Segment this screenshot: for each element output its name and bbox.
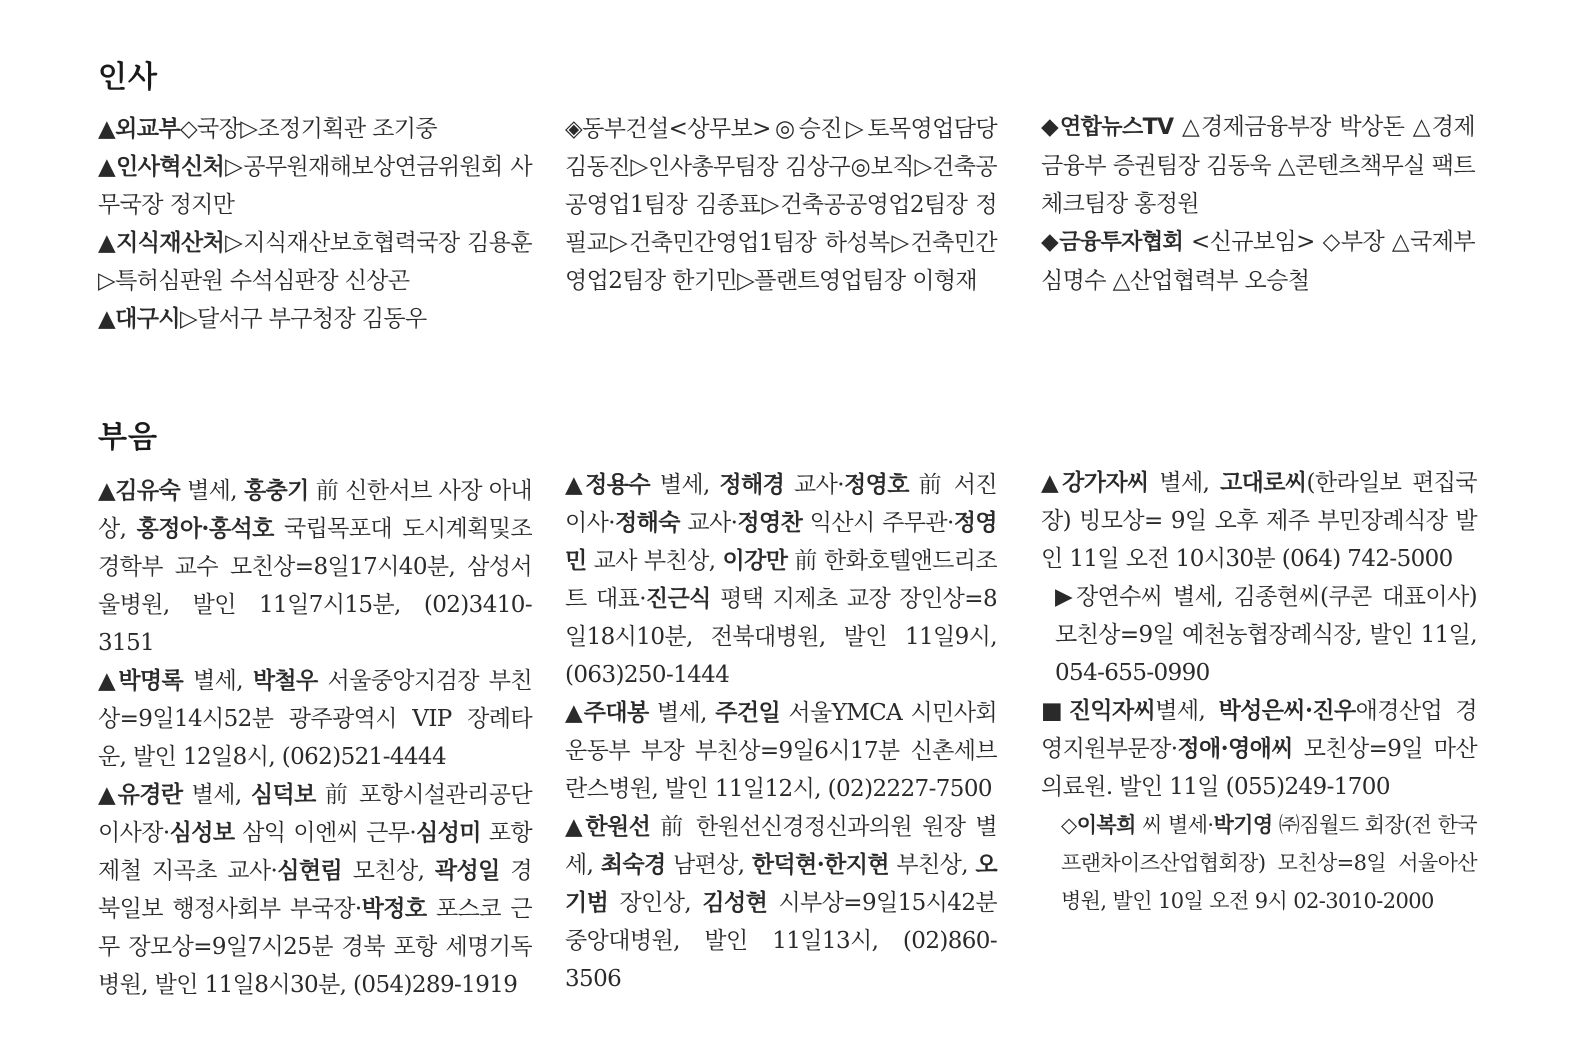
insa-entry: ◆금융투자협회 <신규보임> ◇부장 △국제부 심명수 △산업협력부 오승철 [1041,228,1475,294]
insa-entry: ▲인사혁신처▷공무원재해보상연금위원회 사무국장 정지만 [98,153,532,218]
section-title-insa: 인사 [98,60,158,95]
bueum-column-2 [565,466,997,998]
insa-column-1 [98,110,532,338]
obituary-entry: ▲김유숙 별세, 홍충기 前 신한서브 사장 아내상, 홍정아·홍석호 국립목포대 도시계획및조경학부 교수 모친상=8일17시40분, 삼성서울병원, 발인 11일7시15분, (02)3410-3151 [98,477,532,656]
insa-entry: ▲대구시▷달서구 부구청장 김동우 [98,305,427,332]
bueum-column-3 [1041,464,1477,920]
obituary-entry: ▲박명록 별세, 박철우 서울중앙지검장 부친상=9일14시52분 광주광역시 VIP 장례타운, 발인 12일8시, (062)521-4444 [98,667,532,770]
obituary-entry: ▲한원선 前 한원선신경정신과의원 원장 별세, 최숙경 남편상, 한덕현·한지현 부친상, 오기범 장인상, 김성현 시부상=9일15시42분 중앙대병원, 발인 11일13시, (02)860-3506 [565,813,997,992]
obituary-entry: ▲정용수 별세, 정해경 교사·정영호 前 서진이사·정해숙 교사·정영찬 익산시 주무관·정영민 교사 부친상, 이강만 前 한화호텔앤드리조트 대표·진근식 평택 지제초 교장 장인상=8일18시10분, 전북대병원, 발인 11일9시, (063)250-1444 [565,471,997,688]
obituary-entry: ◇이복희 씨 별세·박기영 ㈜짐월드 회장(전 한국프랜차이즈산업협회장) 모친상=8일 서울아산병원, 발인 10일 오전 9시 02-3010-2000 [1061,812,1477,913]
section-title-bueum: 부음 [98,420,158,455]
bueum-column-1 [98,472,532,1004]
obituary-entry: ▲강가자씨 별세, 고대로씨(한라일보 편집국장) 빙모상= 9일 오후 제주 부민장례식장 발인 11일 오전 10시30분 (064) 742-5000 [1041,469,1477,572]
insa-column-2 [565,110,997,300]
obituary-entry: ■진익자씨별세, 박성은씨·진우애경산업 경영지원부문장·정애·영애씨 모친상=9일 마산의료원. 발인 11일 (055)249-1700 [1041,697,1477,800]
insa-entry: ◆연합뉴스TV △경제금융부장 박상돈 △경제금융부 증권팀장 김동욱 △콘텐츠책무실 팩트체크팀장 홍정원 [1041,113,1475,217]
obituary-entry: ▲주대봉 별세, 주건일 서울YMCA 시민사회운동부 부장 부친상=9일6시17분 신촌세브란스병원, 발인 11일12시, (02)2227-7500 [565,699,997,802]
insa-entry: ▲지식재산처▷지식재산보호협력국장 김용훈▷특허심판원 수석심판장 신상곤 [98,229,532,294]
obituary-entry: ▶장연수씨 별세, 김종현씨(쿠콘 대표이사) 모친상=9일 예천농협장례식장, 발인 11일, 054-655-0990 [1055,584,1477,686]
obituary-entry: ▲유경란 별세, 심덕보 前 포항시설관리공단 이사장·심성보 삼익 이엔씨 근무·심성미 포항제철 지곡초 교사·심현림 모친상, 곽성일 경북일보 행정사회부 부국장·박정호 포스코 근무 장모상=9일7시25분 경북 포항 세명기독병원, 발인 11일8시30분, (054)289-1919 [98,781,532,998]
insa-column-3 [1041,108,1475,300]
insa-entry: ◈동부건설<상무보>◎승진▷토목영업담당 김동진▷인사총무팀장 김상구◎보직▷건축공공영업1팀장 김종표▷건축공공영업2팀장 정필교▷건축민간영업1팀장 하성복▷건축민간영업2팀장 한기민▷플랜트영업팀장 이형재 [565,116,997,294]
insa-entry: ▲외교부◇국장▷조정기획관 조기중 [98,115,438,142]
